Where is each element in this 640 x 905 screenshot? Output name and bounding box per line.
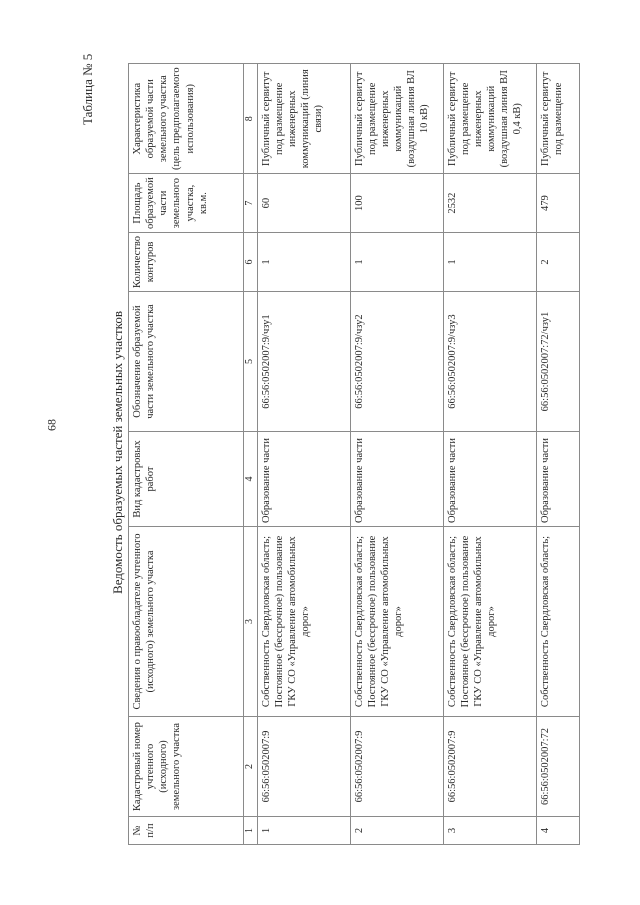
column-number: 8 <box>244 64 258 174</box>
cell-number: 4 <box>536 817 579 845</box>
cell-work-type: Образование части <box>350 432 443 527</box>
table-row <box>350 64 443 845</box>
cell-purpose: Публичный сервитут под размещение инженерных коммуникаций (линия связи) <box>257 64 350 174</box>
cell-designation: 66:56:0502007:9/чзу1 <box>257 292 350 432</box>
column-number: 3 <box>244 527 258 717</box>
cell-designation: 66:56:0502007:9/чзу3 <box>443 292 536 432</box>
column-number-row <box>244 64 258 845</box>
cell-cadastral: 66:56:0502007:9 <box>443 717 536 817</box>
parcels-table <box>128 63 580 845</box>
column-number: 1 <box>244 817 258 845</box>
cell-work-type: Образование части <box>257 432 350 527</box>
cell-cadastral: 66:56:0502007:72 <box>536 717 579 817</box>
cell-cadastral: 66:56:0502007:9 <box>350 717 443 817</box>
table-row <box>257 64 350 845</box>
column-number: 7 <box>244 174 258 233</box>
cell-number: 1 <box>257 817 350 845</box>
cell-work-type: Образование части <box>443 432 536 527</box>
cell-purpose: Публичный сервитут под размещение инженерных коммуникаций (воздушная линия ВЛ 10 кВ) <box>350 64 443 174</box>
header-cell-owner: Сведения о правообладателе учтенного (исходного) земельного участка <box>129 527 244 717</box>
header-row <box>129 64 244 845</box>
cell-area: 479 <box>536 174 579 233</box>
header-cell-designation: Обозначение образуемой части земельного участка <box>129 292 244 432</box>
header-cell-cadastral: Кадастровый номер учтенного (исходного) земельного участка <box>129 717 244 817</box>
column-number: 2 <box>244 717 258 817</box>
header-cell-area: Площадь образуемой части земельного участка, кв.м. <box>129 174 244 233</box>
cell-owner: Собственность Свердловская область; Постоянное (бессрочное) пользование ГКУ СО «Управление автомобильных дорог» <box>443 527 536 717</box>
column-number: 6 <box>244 232 258 291</box>
table-row <box>443 64 536 845</box>
cell-number: 2 <box>350 817 443 845</box>
cell-cadastral: 66:56:0502007:9 <box>257 717 350 817</box>
cell-area: 100 <box>350 174 443 233</box>
cell-work-type: Образование части <box>536 432 579 527</box>
cell-contours: 2 <box>536 232 579 291</box>
header-cell-contours: Количество контуров <box>129 232 244 291</box>
cell-owner: Собственность Свердловская область; Постоянное (бессрочное) пользование ГКУ СО «Управление автомобильных дорог» <box>350 527 443 717</box>
cell-purpose: Публичный сервитут под размещение инженерных коммуникаций (воздушная линия ВЛ 0,4 кВ) <box>443 64 536 174</box>
cell-contours: 1 <box>443 232 536 291</box>
table-row <box>536 64 579 845</box>
header-cell-purpose: Характеристика образуемой части земельного участка (цель предполагаемого использования) <box>129 64 244 174</box>
table-label: Таблица № 5 <box>80 53 95 125</box>
header-cell-number: № п/п <box>129 817 244 845</box>
cell-designation: 66:56:0502007:72/чзу1 <box>536 292 579 432</box>
cell-number: 3 <box>443 817 536 845</box>
cell-contours: 1 <box>257 232 350 291</box>
cell-owner: Собственность Свердловская область; Постоянное (бессрочное) пользование ГКУ СО «Управление автомобильных дорог» <box>257 527 350 717</box>
cell-area: 60 <box>257 174 350 233</box>
header-cell-work-type: Вид кадастровых работ <box>129 432 244 527</box>
cell-owner: Собственность Свердловская область; <box>536 527 579 717</box>
cell-area: 2532 <box>443 174 536 233</box>
cell-contours: 1 <box>350 232 443 291</box>
cell-purpose: Публичный сервитут под размещение <box>536 64 579 174</box>
page-number: 68 <box>44 419 59 431</box>
document-title: Ведомость образуемых частей земельных участков <box>110 311 125 594</box>
column-number: 4 <box>244 432 258 527</box>
cell-designation: 66:56:0502007:9/чзу2 <box>350 292 443 432</box>
column-number: 5 <box>244 292 258 432</box>
